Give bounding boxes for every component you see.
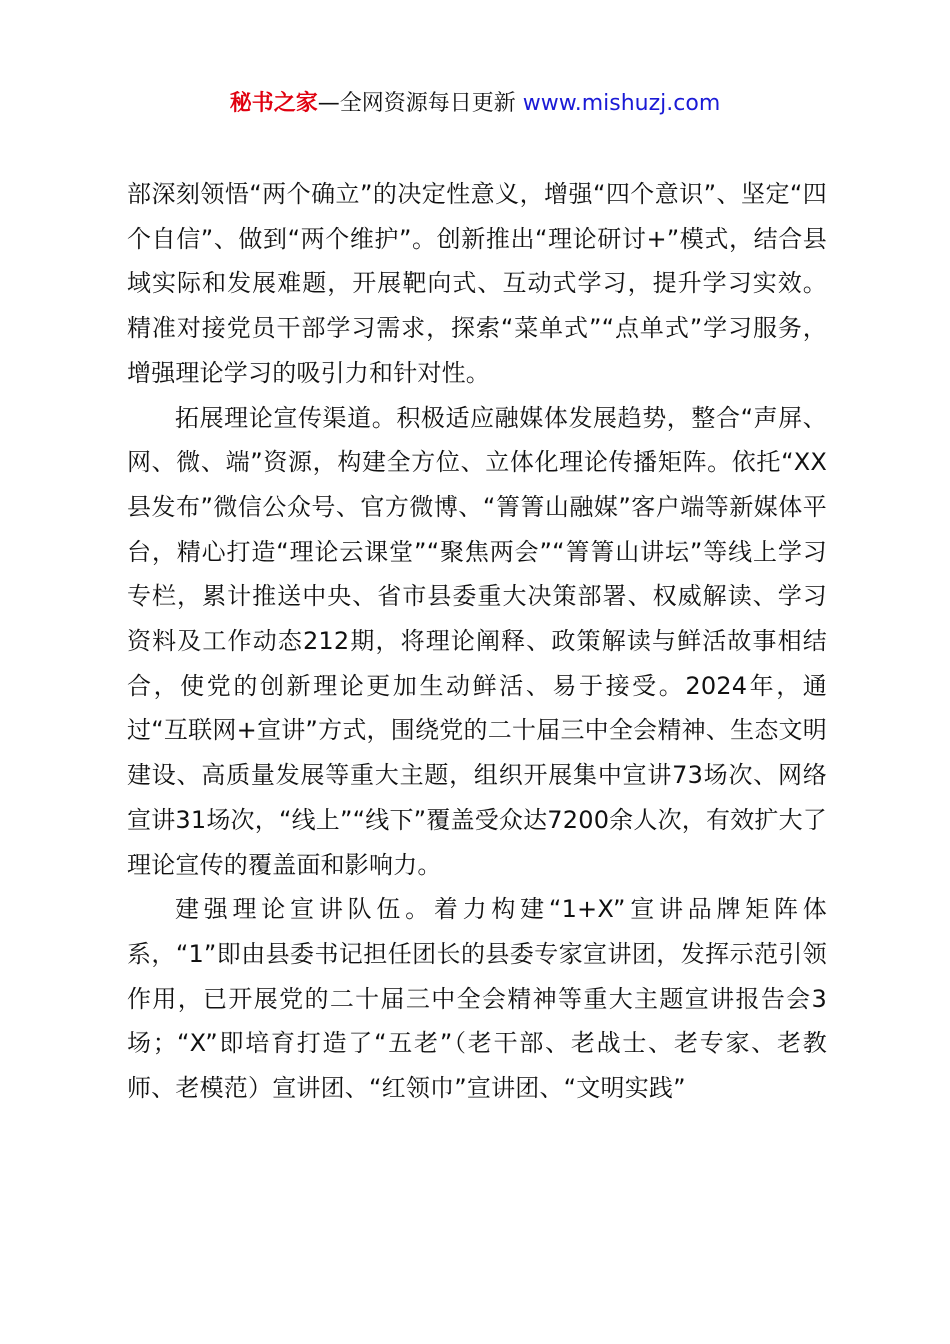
paragraph-theory-channels: 拓展理论宣传渠道。积极适应融媒体发展趋势，整合“声屏、网、微、端”资源，构建全方位、立体化理论传播矩阵。依托“XX县发布”微信公众号、官方微博、“箐箐山融媒”客户端等新媒体平台，精心打造“理论云课堂”“聚焦两会”“箐箐山讲坛”等线上学习专栏，累计推送中央、省市县委重大决策部署、权威解读、学习资料及工作动态212期，将理论阐释、政策解读与鲜活故事相结合，使党的创新理论更加生动鲜活、易于接受。2024年，通过“互联网+宣讲”方式，围绕党的二十届三中全会精神、生态文明建设、高质量发展等重大主题，组织开展集中宣讲73场次、网络宣讲31场次，“线上”“线下”覆盖受众达7200余人次，有效扩大了理论宣传的覆盖面和影响力。 <box>127 403 827 879</box>
site-url-link[interactable]: www.mishuzj.com <box>522 91 721 116</box>
paragraph-continuation: 部深刻领悟“两个确立”的决定性意义，增强“四个意识”、坚定“四个自信”、做到“两个维护”。创新推出“理论研讨+”模式，结合县域实际和发展难题，开展靶向式、互动式学习，提升学习实效。精准对接党员干部学习需求，探索“菜单式”“点单式”学习服务，增强理论学习的吸引力和针对性。 <box>127 180 827 387</box>
brand-name: 秘书之家 <box>229 91 318 116</box>
header-tagline: —全网资源每日更新 <box>317 91 523 116</box>
paragraph-lecture-team: 建强理论宣讲队伍。着力构建“1+X”宣讲品牌矩阵体系，“1”即由县委书记担任团长的县委专家宣讲团，发挥示范引领作用，已开展党的二十届三中全会精神等重大主题宣讲报告会3场；“X”即培育打造了“五老”（老干部、老战士、老专家、老教师、老模范）宣讲团、“红领巾”宣讲团、“文明实践” <box>127 895 827 1103</box>
document-body <box>127 172 827 1111</box>
site-header <box>0 88 950 120</box>
